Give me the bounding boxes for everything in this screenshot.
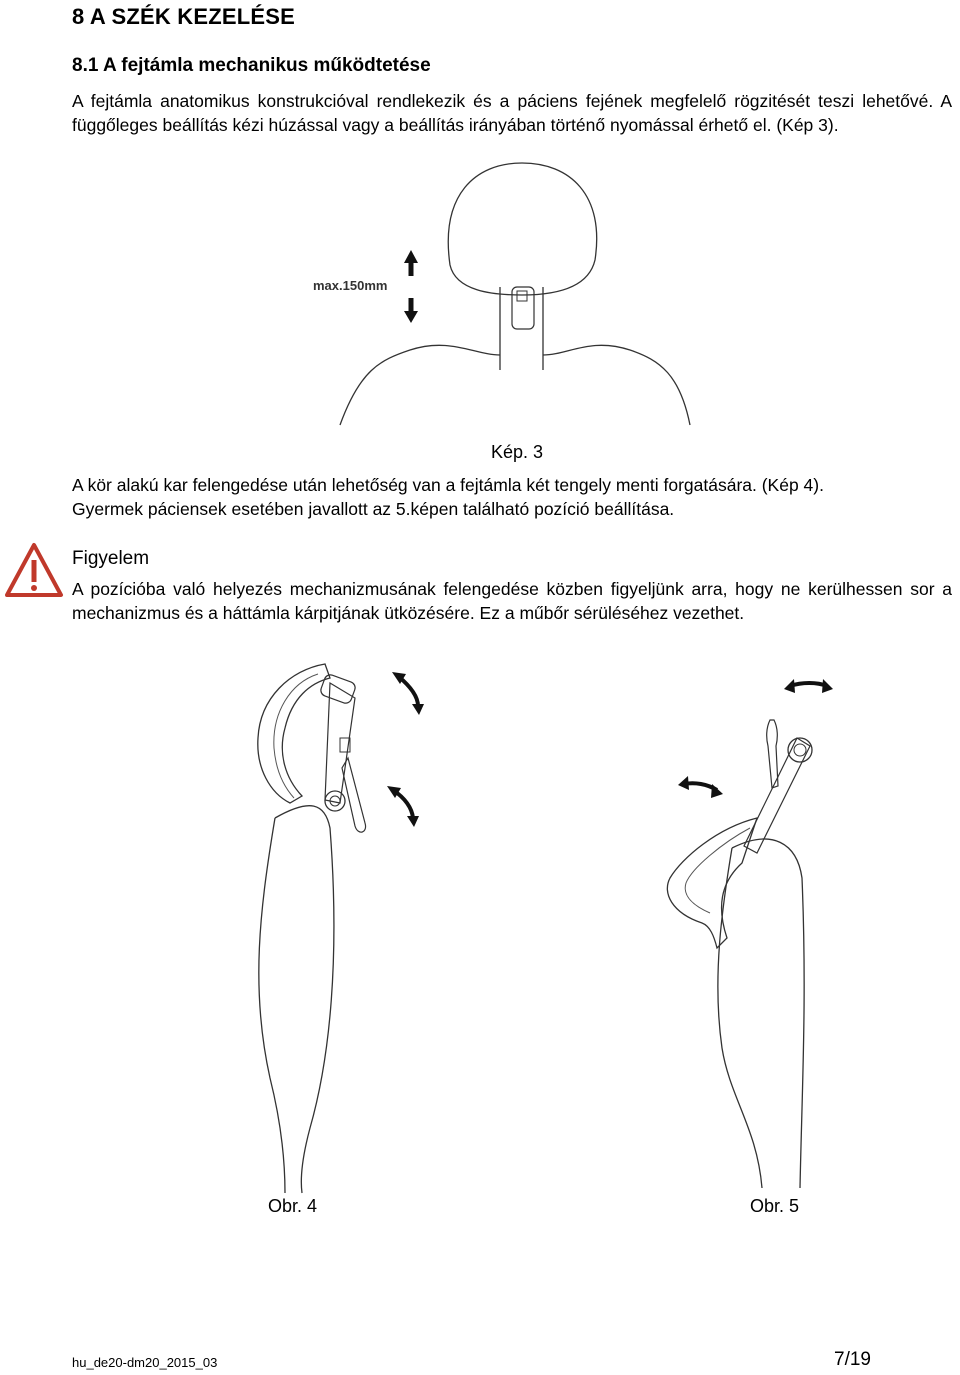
paragraph-children: Gyermek páciensek esetében javallott az 5.képen található pozíció beállítása.	[72, 499, 675, 519]
figure-4-caption: Obr. 4	[268, 1196, 318, 1216]
arrow-down-icon	[404, 298, 418, 323]
warning-triangle-icon	[4, 541, 64, 599]
arrow-up-icon	[404, 250, 418, 276]
section-title: 8.1 A fejtámla mechanikus működtetése	[72, 55, 431, 76]
stem-latch	[517, 291, 527, 301]
rotate-arrow-icon	[784, 679, 833, 693]
chapter-title: 8 A SZÉK KEZELÉSE	[72, 4, 296, 29]
footer-document-id: hu_de20-dm20_2015_03	[72, 1355, 218, 1370]
headrest-pad	[258, 664, 330, 803]
figure-3-headrest-illustration	[300, 155, 720, 435]
max-adjustment-label: max.150mm	[313, 278, 388, 293]
figure-5-caption: Obr. 5	[750, 1196, 800, 1216]
warning-title: Figyelem	[72, 548, 150, 569]
headrest-pad	[667, 818, 757, 948]
rotate-arrow-icon	[678, 776, 723, 798]
paragraph-intro: A fejtámla anatomikus konstrukcióval rendlekezik és a páciens fejének megfelelő rögzitését teszi lehetővé. A függőleges beállítás kézi húzással vagy a beállítás irányában történő nyomással érhető el. (Kép 3).	[72, 91, 952, 135]
paragraph-rotation: A kör alakú kar felengedése után lehetőség van a fejtámla két tengely menti forgatására. (Kép 4).	[72, 475, 824, 495]
figure-5-headrest-side-illustration	[662, 668, 852, 1198]
figure-4-headrest-side-illustration	[230, 658, 450, 1198]
backrest-top	[340, 345, 690, 425]
backrest-outline	[259, 806, 334, 1193]
rotate-arrow-icon	[387, 786, 419, 827]
backrest-outline	[718, 839, 804, 1188]
headrest-pad	[448, 163, 596, 295]
stem-slot	[512, 287, 534, 329]
release-lever	[342, 758, 366, 832]
release-lever	[767, 720, 778, 788]
footer-page-number: 7/19	[834, 1349, 871, 1370]
rotate-arrow-icon	[392, 672, 424, 715]
warning-text: A pozícióba való helyezés mechanizmusának felengedése közben figyeljünk arra, hogy ne kerülhessen sor a mechanizmus és a háttámla kárpitjának ütközésére. Ez a műbőr sérüléséhez vezethet.	[72, 579, 952, 623]
figure-3-caption: Kép. 3	[491, 442, 544, 462]
